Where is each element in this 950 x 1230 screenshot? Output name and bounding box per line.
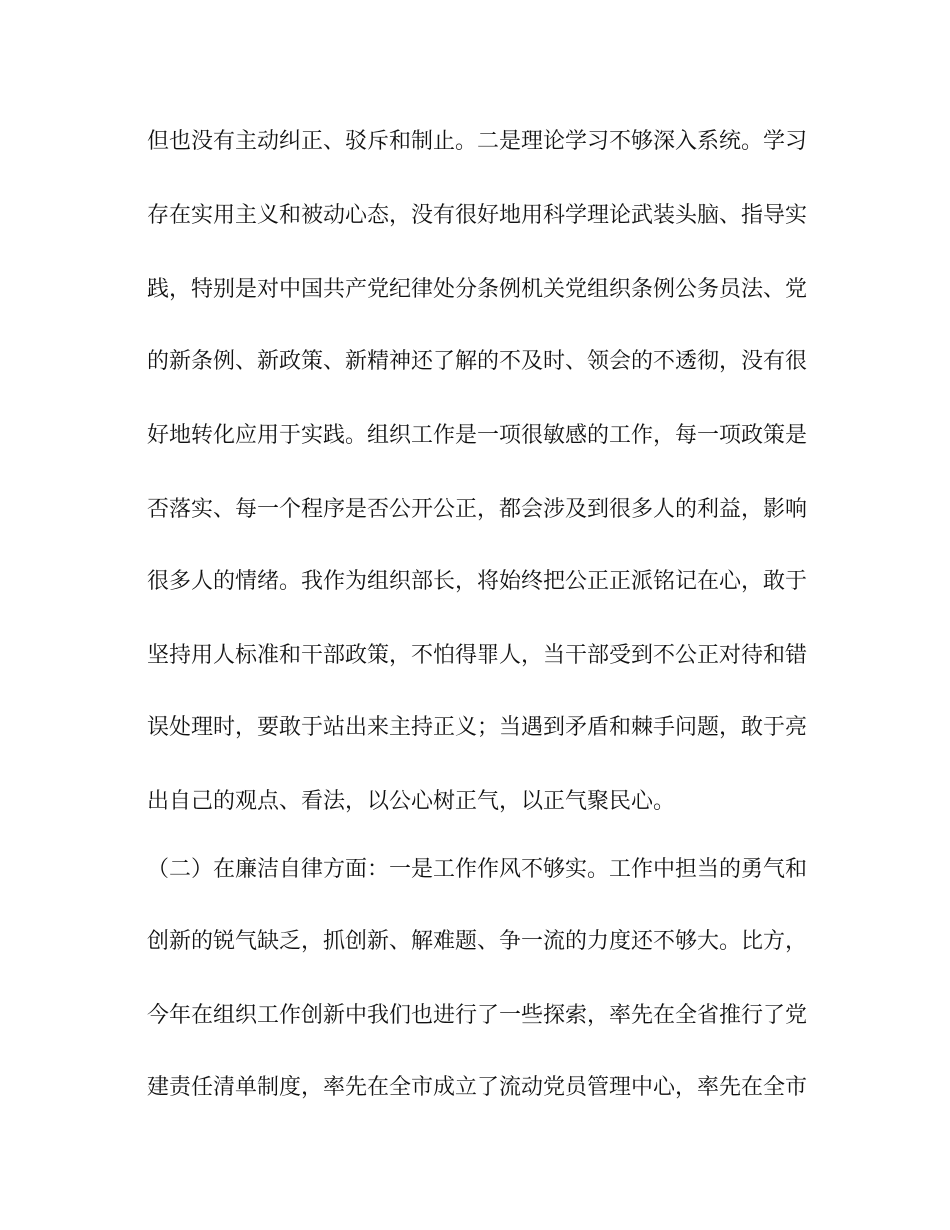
text-line-4: 的新条例、新政策、新精神还了解的不及时、领会的不透彻，没有很	[147, 349, 807, 374]
text-line-13: 今年在组织工作创新中我们也进行了一些探索，率先在全省推行了党	[147, 1003, 807, 1028]
text-line-7: 很多人的情绪。我作为组织部长，将始终把公正正派铭记在心，敢于	[147, 569, 807, 594]
text-line-3: 践，特别是对中国共产党纪律处分条例机关党组织条例公务员法、党	[147, 277, 807, 302]
text-line-11: （二）在廉洁自律方面：一是工作作风不够实。工作中担当的勇气和	[147, 857, 807, 882]
text-line-9: 误处理时，要敢于站出来主持正义；当遇到矛盾和棘手问题，敢于亮	[147, 715, 807, 740]
text-line-12: 创新的锐气缺乏，抓创新、解难题、争一流的力度还不够大。比方，	[147, 929, 807, 954]
text-line-10: 出自己的观点、看法，以公心树正气，以正气聚民心。	[147, 789, 676, 814]
text-line-1: 但也没有主动纠正、驳斥和制止。二是理论学习不够深入系统。学习	[147, 129, 807, 154]
text-line-14: 建责任清单制度，率先在全市成立了流动党员管理中心，率先在全市	[147, 1075, 807, 1100]
text-line-2: 存在实用主义和被动心态，没有很好地用科学理论武装头脑、指导实	[147, 203, 807, 228]
text-line-8: 坚持用人标准和干部政策，不怕得罪人，当干部受到不公正对待和错	[147, 643, 807, 668]
text-line-5: 好地转化应用于实践。组织工作是一项很敏感的工作，每一项政策是	[147, 423, 807, 448]
text-line-6: 否落实、每一个程序是否公开公正，都会涉及到很多人的利益，影响	[147, 497, 807, 522]
